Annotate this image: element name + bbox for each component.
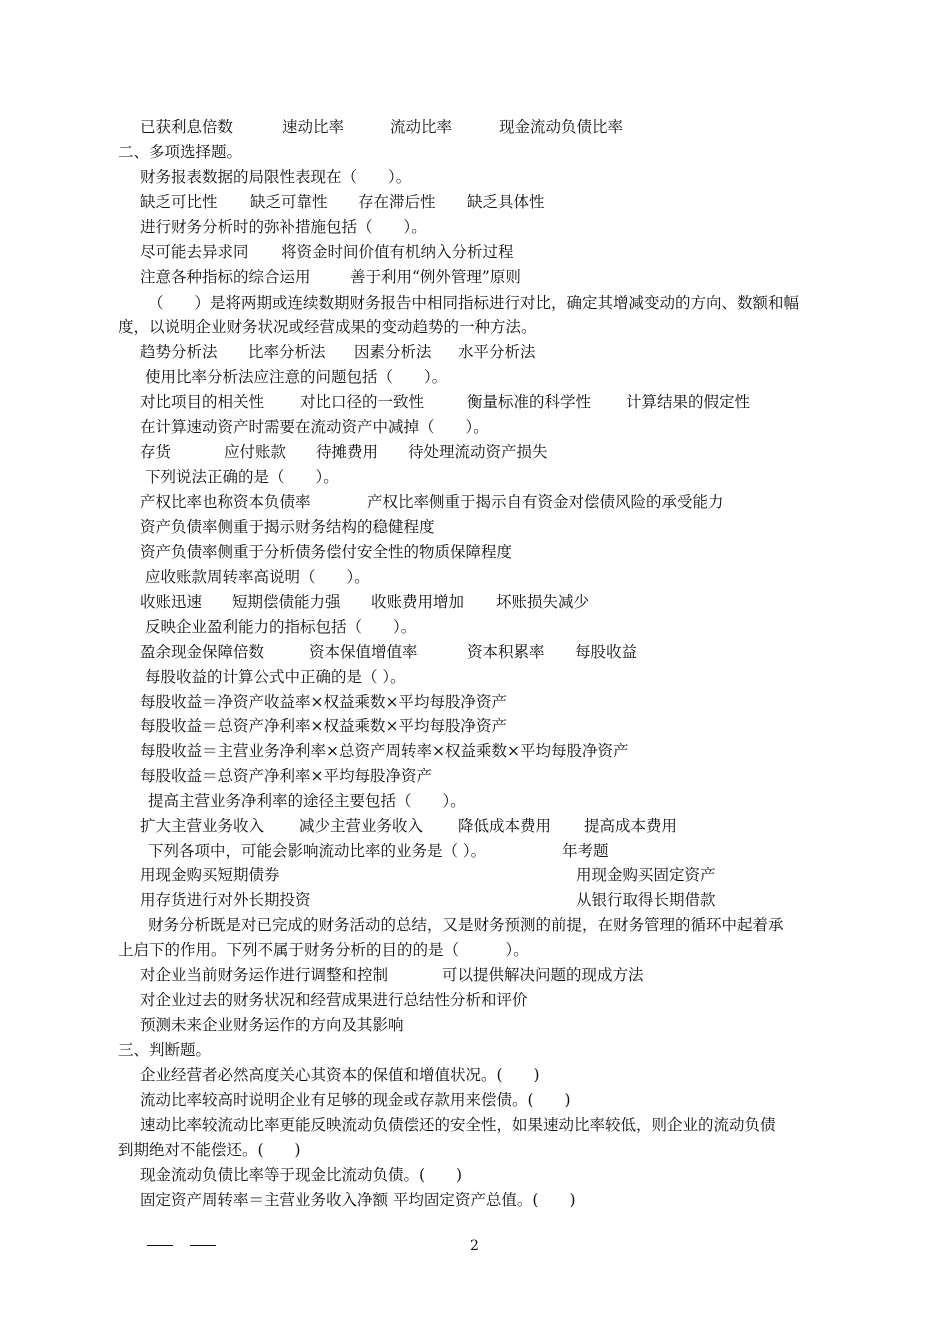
text-segment: 从银行取得长期借款	[576, 891, 716, 909]
text-segment: 产权比率也称资本负债率	[140, 493, 311, 511]
text-segment: 流动比率	[390, 118, 453, 136]
text-segment: 用现金购买短期债券	[140, 866, 280, 884]
text-segment: 趋势分析法	[140, 343, 218, 361]
text-segment: 二、多项选择题。	[118, 143, 243, 161]
text-segment: 坏账损失减少	[496, 593, 590, 611]
text-segment: 下列各项中，可能会影响流动比率的业务是（ ）。	[148, 842, 487, 860]
text-segment: 应付账款	[224, 443, 287, 461]
text-segment: 因素分析法	[354, 343, 432, 361]
text-segment: 速动比率	[282, 118, 345, 136]
text-segment: 降低成本费用	[458, 817, 552, 835]
text-segment: 每股收益＝净资产收益率×权益乘数×平均每股净资产	[140, 693, 507, 711]
text-segment: 存货	[140, 443, 172, 461]
text-segment: 对企业当前财务运作进行调整和控制	[140, 966, 389, 984]
text-segment: 产权比率侧重于揭示自有资金对偿债风险的承受能力	[367, 493, 724, 511]
text-segment: 对比项目的相关性	[140, 393, 265, 411]
text-segment: 提高成本费用	[584, 817, 678, 835]
text-segment: 流动比率较高时说明企业有足够的现金或存款用来偿债。( )	[140, 1091, 571, 1109]
text-segment: 盈余现金保障倍数	[140, 643, 265, 661]
text-segment: 短期偿债能力强	[232, 593, 341, 611]
footer-dash	[147, 1245, 173, 1246]
text-segment: 提高主营业务净利率的途径主要包括（ ）。	[148, 792, 466, 810]
footer-dash	[190, 1245, 216, 1246]
text-segment: 每股收益＝总资产净利率×权益乘数×平均每股净资产	[140, 717, 507, 735]
text-segment: 现金流动负债比率	[499, 118, 624, 136]
text-segment: 收账迅速	[140, 593, 203, 611]
text-segment: 注意各种指标的综合运用	[140, 268, 311, 286]
text-segment: 已获利息倍数	[140, 118, 234, 136]
text-segment: 比率分析法	[248, 343, 326, 361]
text-segment: 上启下的作用。下列不属于财务分析的目的的是（ ）。	[118, 941, 529, 959]
text-segment: 三、判断题。	[118, 1041, 212, 1059]
text-segment: 反映企业盈利能力的指标包括（ ）。	[145, 618, 417, 636]
text-segment: 用现金购买固定资产	[576, 866, 716, 884]
page-number: 2	[470, 1238, 479, 1254]
text-segment: 减少主营业务收入	[299, 817, 424, 835]
text-segment: 资产负债率侧重于分析债务偿付安全性的物质保障程度	[140, 543, 513, 561]
text-segment: 应收账款周转率高说明（ ）。	[145, 568, 370, 586]
text-segment: 水平分析法	[458, 343, 536, 361]
text-segment: 扩大主营业务收入	[140, 817, 265, 835]
text-segment: 对企业过去的财务状况和经营成果进行总结性分析和评价	[140, 991, 528, 1009]
text-segment: 将资金时间价值有机纳入分析过程	[281, 243, 514, 261]
text-segment: 预测未来企业财务运作的方向及其影响	[140, 1016, 404, 1034]
text-segment: 缺乏具体性	[467, 193, 545, 211]
text-segment: 收账费用增加	[371, 593, 465, 611]
text-segment: 进行财务分析时的弥补措施包括（ ）。	[140, 218, 427, 236]
text-segment: 度，以说明企业财务状况或经营成果的变动趋势的一种方法。	[118, 318, 537, 336]
text-segment: 计算结果的假定性	[626, 393, 751, 411]
text-segment: 衡量标准的科学性	[467, 393, 592, 411]
text-segment: 企业经营者必然高度关心其资本的保值和增值状况。( )	[140, 1066, 540, 1084]
text-segment: 用存货进行对外长期投资	[140, 891, 311, 909]
text-segment: 可以提供解决问题的现成方法	[442, 966, 644, 984]
text-segment: 速动比率较流动比率更能反映流动负债偿还的安全性，如果速动比率较低，则企业的流动负债	[140, 1116, 776, 1134]
text-segment: 资本保值增值率	[309, 643, 418, 661]
text-segment: 对比口径的一致性	[300, 393, 425, 411]
text-segment: 现金流动负债比率等于现金比流动负债。( )	[140, 1166, 463, 1184]
text-segment: 使用比率分析法应注意的问题包括（ ）。	[145, 368, 448, 386]
text-segment: 每股收益的计算公式中正确的是（ ）。	[145, 668, 406, 686]
text-segment: 待处理流动资产损失	[408, 443, 548, 461]
text-segment: 缺乏可比性	[140, 193, 218, 211]
text-segment: 到期绝对不能偿还。( )	[118, 1141, 301, 1159]
text-segment: 年考题	[562, 842, 609, 860]
text-segment: 善于利用“例外管理”原则	[350, 268, 521, 286]
text-segment: 存在滞后性	[358, 193, 436, 211]
text-segment: （ ）是将两期或连续数期财务报告中相同指标进行对比，确定其增减变动的方向、数额和幅	[148, 294, 800, 312]
text-segment: 在计算速动资产时需要在流动资产中减掉（ ）。	[140, 418, 489, 436]
text-segment: 待摊费用	[316, 443, 379, 461]
text-segment: 财务报表数据的局限性表现在（ ）。	[140, 168, 412, 186]
text-segment: 财务分析既是对已完成的财务活动的总结，又是财务预测的前提，在财务管理的循环中起着承	[148, 916, 784, 934]
text-segment: 资产负债率侧重于揭示财务结构的稳健程度	[140, 518, 435, 536]
text-segment: 缺乏可靠性	[250, 193, 328, 211]
text-segment: 每股收益＝总资产净利率×平均每股净资产	[140, 767, 432, 785]
text-segment: 资本积累率	[467, 643, 545, 661]
text-segment: 每股收益	[575, 643, 638, 661]
text-segment: 固定资产周转率＝主营业务收入净额 平均固定资产总值。( )	[140, 1191, 576, 1209]
text-segment: 尽可能去异求同	[140, 243, 249, 261]
text-segment: 每股收益＝主营业务净利率×总资产周转率×权益乘数×平均每股净资产	[140, 742, 629, 760]
text-segment: 下列说法正确的是（ ）。	[145, 468, 339, 486]
